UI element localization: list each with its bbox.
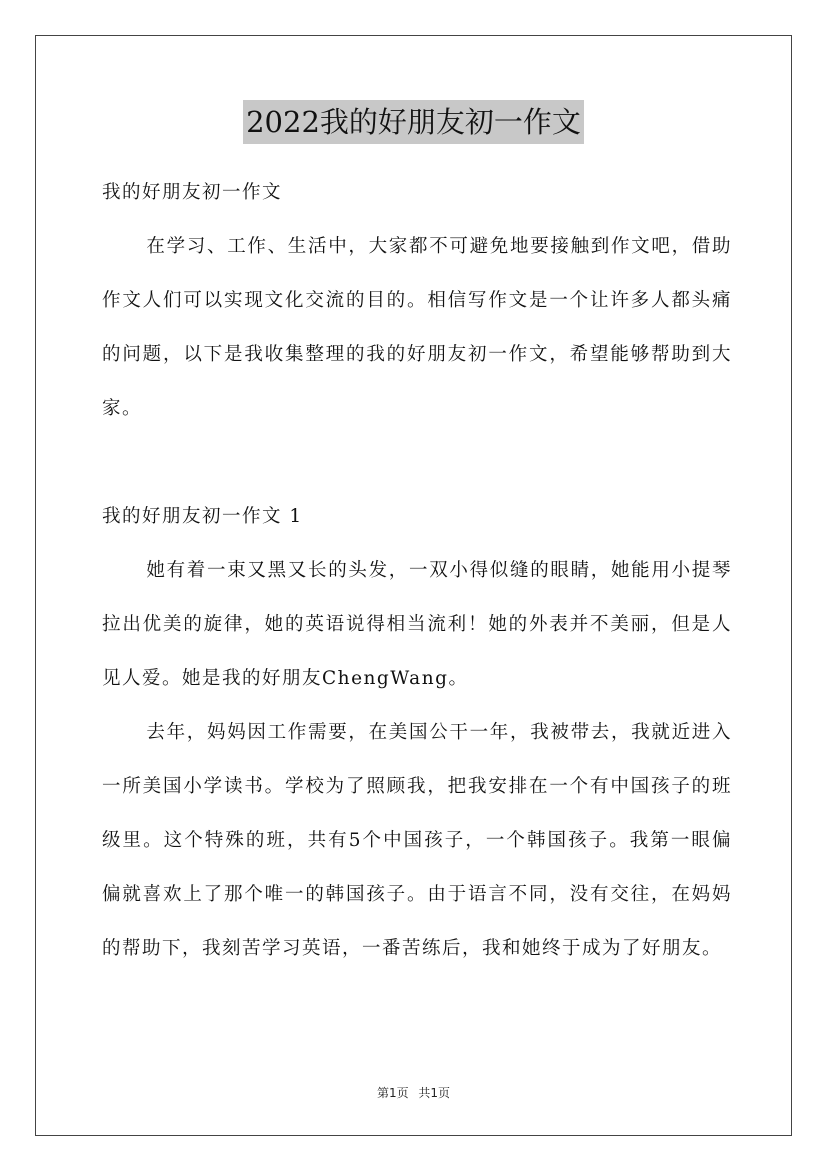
document-body — [102, 166, 732, 976]
section-spacer — [102, 436, 732, 490]
section-heading: 我的好朋友初一作文 1 — [102, 506, 303, 527]
body-paragraph-1: 她有着一束又黑又长的头发，一双小得似缝的眼睛，她能用小提琴拉出优美的旋律，她的英语说得相当流利！她的外表并不美丽，但是人见人爱。她是我的好朋友ChengWang。 — [102, 560, 732, 689]
document-title: 2022我的好朋友初一作文 — [243, 100, 584, 144]
page-footer: 第1页 共1页 — [376, 1086, 451, 1100]
intro-paragraph: 在学习、工作、生活中，大家都不可避免地要接触到作文吧，借助作文人们可以实现文化交流的目的。相信写作文是一个让许多人都头痛的问题，以下是我收集整理的我的好朋友初一作文，希望能够帮助到大家。 — [102, 236, 732, 419]
title-container — [0, 100, 827, 144]
body-paragraph-2: 去年，妈妈因工作需要，在美国公干一年，我被带去，我就近进入一所美国小学读书。学校为了照顾我，把我安排在一个有中国孩子的班级里。这个特殊的班，共有5个中国孩子，一个韩国孩子。我第一眼偏偏就喜欢上了那个唯一的韩国孩子。由于语言不同，没有交往，在妈妈的帮助下，我刻苦学习英语，一番苦练后，我和她终于成为了好朋友。 — [102, 722, 732, 959]
document-subtitle: 我的好朋友初一作文 — [102, 182, 283, 203]
